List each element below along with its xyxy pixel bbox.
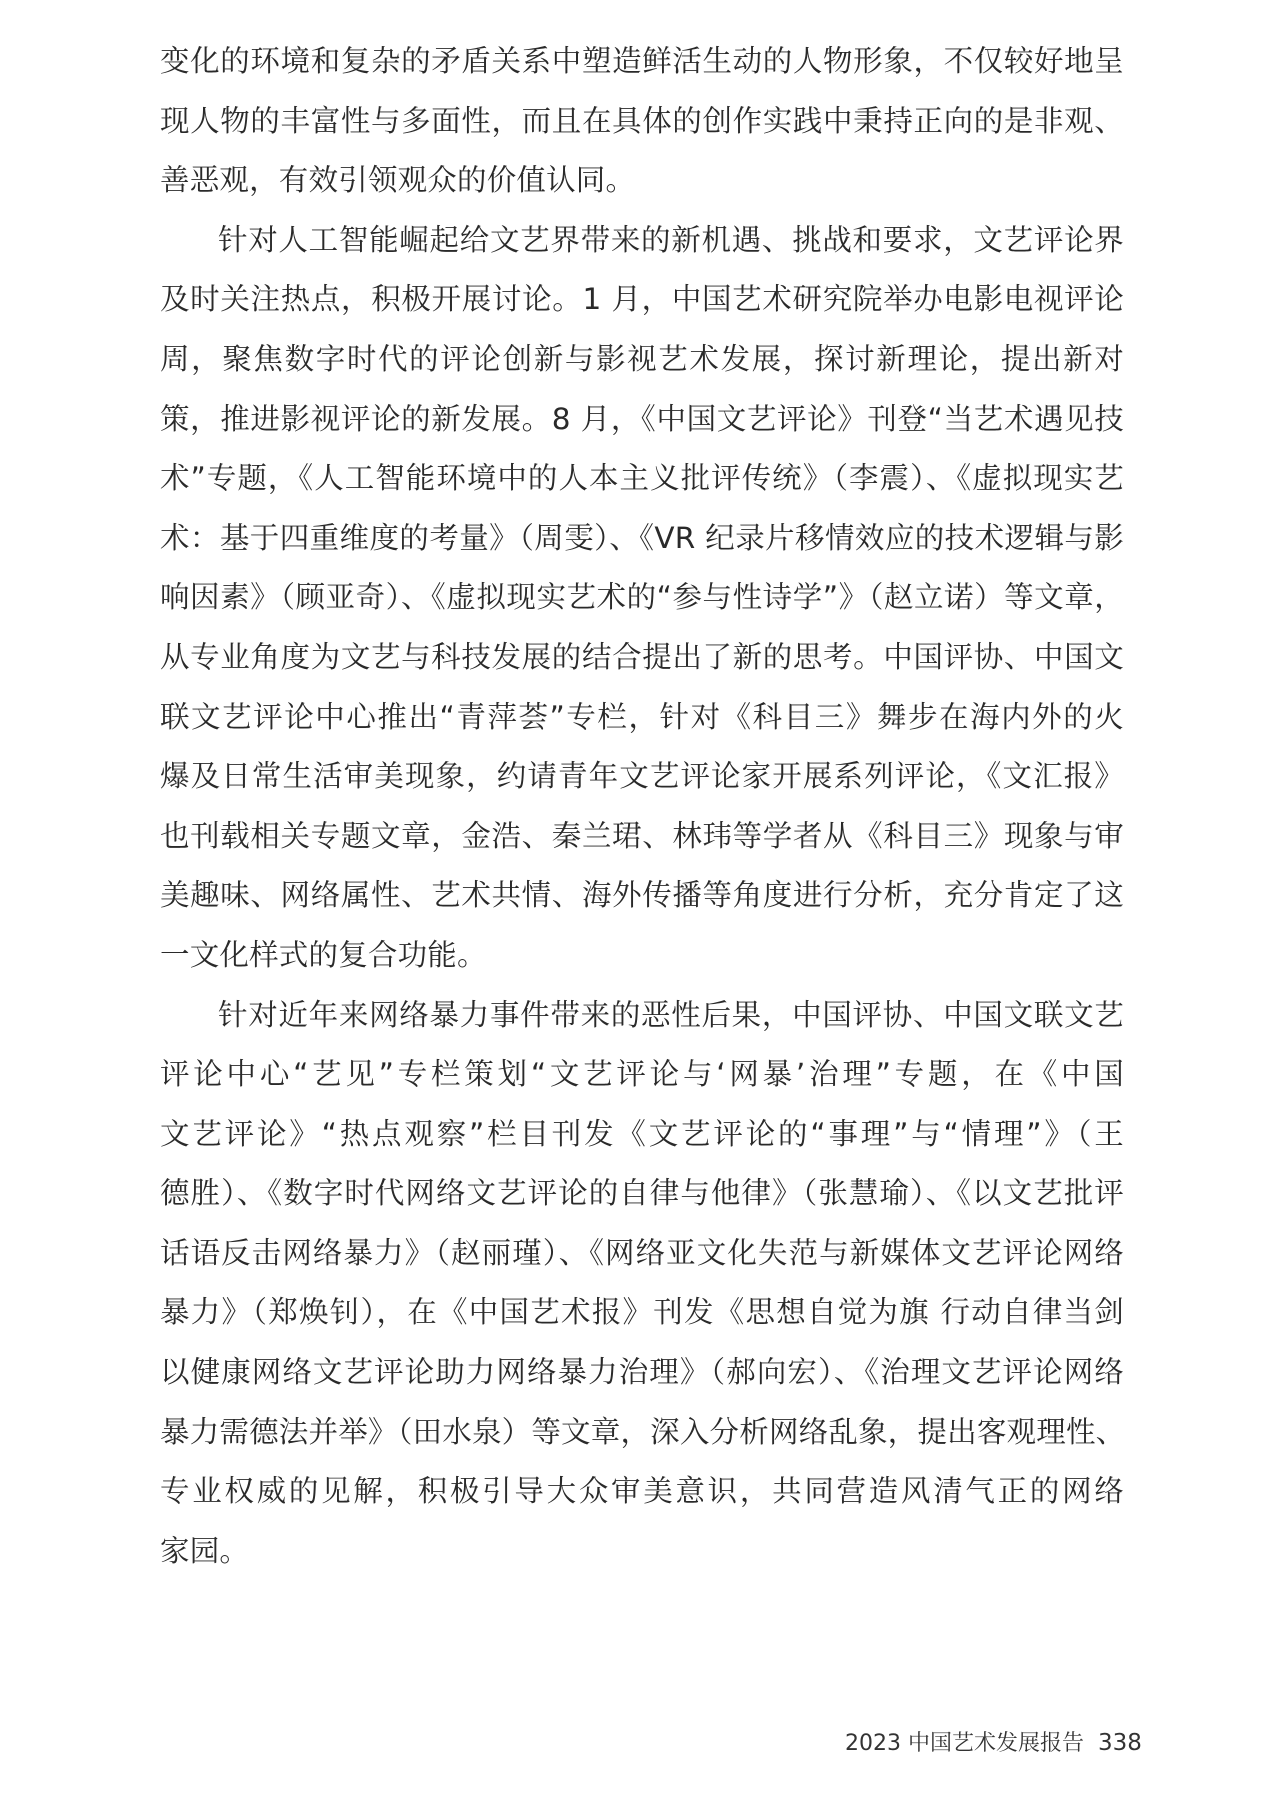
text-line: 从专业角度为文艺与科技发展的结合提出了新的思考。中国评协、中国文 — [160, 639, 1124, 674]
text-line: 文艺评论》“热点观察”栏目刊发《文艺评论的“事理”与“情理”》（王 — [160, 1116, 1124, 1151]
text-line: 术”专题，《人工智能环境中的人本主义批评传统》（李震）、《虚拟现实艺 — [160, 461, 1124, 496]
text-line: 暴力需德法并举》（田水泉）等文章，深入分析网络乱象，提出客观理性、 — [160, 1414, 1126, 1449]
text-line: 专业权威的见解，积极引导大众审美意识，共同营造风清气正的网络 — [160, 1474, 1124, 1509]
text-line: 美趣味、网络属性、艺术共情、海外传播等角度进行分析，充分肯定了这 — [160, 878, 1124, 913]
text-line: 联文艺评论中心推出“青萍荟”专栏，针对《科目三》舞步在海内外的火 — [160, 699, 1124, 734]
text-line: 周，聚焦数字时代的评论创新与影视艺术发展，探讨新理论，提出新对 — [160, 341, 1124, 376]
text-line: 爆及日常生活审美现象，约请青年文艺评论家开展系列评论，《文汇报》 — [160, 759, 1124, 794]
text-line: 现人物的丰富性与多面性，而且在具体的创作实践中秉持正向的是非观、 — [160, 103, 1124, 138]
text-line: 及时关注热点，积极开展讨论。1 月，中国艺术研究院举办电影电视评论 — [160, 282, 1124, 317]
text-line: 暴力》（郑焕钊），在《中国艺术报》刊发《思想自觉为旗 行动自律当剑 — [160, 1295, 1124, 1330]
text-line: 善恶观，有效引领观众的价值认同。 — [160, 163, 636, 198]
text-line: 变化的环境和复杂的矛盾关系中塑造鲜活生动的人物形象，不仅较好地呈 — [160, 44, 1124, 78]
text-line: 一文化样式的复合功能。 — [160, 937, 487, 972]
paragraph-3 — [160, 986, 1124, 1582]
text-line: 评论中心“艺见”专栏策划“文艺评论与‘网暴’治理”专题，在《中国 — [160, 1057, 1124, 1092]
paragraph-2 — [160, 211, 1124, 986]
page-footer — [845, 1726, 1142, 1757]
text-line: 家园。 — [160, 1533, 250, 1568]
text-line: 响因素》（顾亚奇）、《虚拟现实艺术的“参与性诗学”》（赵立诺）等文章， — [160, 580, 1124, 615]
text-line: 术：基于四重维度的考量》（周雯）、《VR 纪录片移情效应的技术逻辑与影 — [160, 520, 1124, 555]
text-line: 针对人工智能崛起给文艺界带来的新机遇、挑战和要求，文艺评论界 — [218, 222, 1124, 257]
text-line: 也刊载相关专题文章，金浩、秦兰珺、林玮等学者从《科目三》现象与审 — [160, 818, 1124, 853]
text-line: 以健康网络文艺评论助力网络暴力治理》（郝向宏）、《治理文艺评论网络 — [160, 1355, 1124, 1390]
text-line: 策，推进影视评论的新发展。8 月，《中国文艺评论》刊登“当艺术遇见技 — [160, 401, 1124, 436]
page-number: 338 — [1097, 1730, 1142, 1756]
paragraph-1 — [160, 32, 1124, 211]
text-line: 话语反击网络暴力》（赵丽瑾）、《网络亚文化失范与新媒体文艺评论网络 — [160, 1235, 1124, 1270]
report-page-body — [160, 32, 1124, 1581]
report-title: 2023 中国艺术发展报告 — [845, 1731, 1084, 1756]
text-line: 针对近年来网络暴力事件带来的恶性后果，中国评协、中国文联文艺 — [218, 997, 1124, 1032]
text-line: 德胜）、《数字时代网络文艺评论的自律与他律》（张慧瑜）、《以文艺批评 — [160, 1176, 1124, 1211]
